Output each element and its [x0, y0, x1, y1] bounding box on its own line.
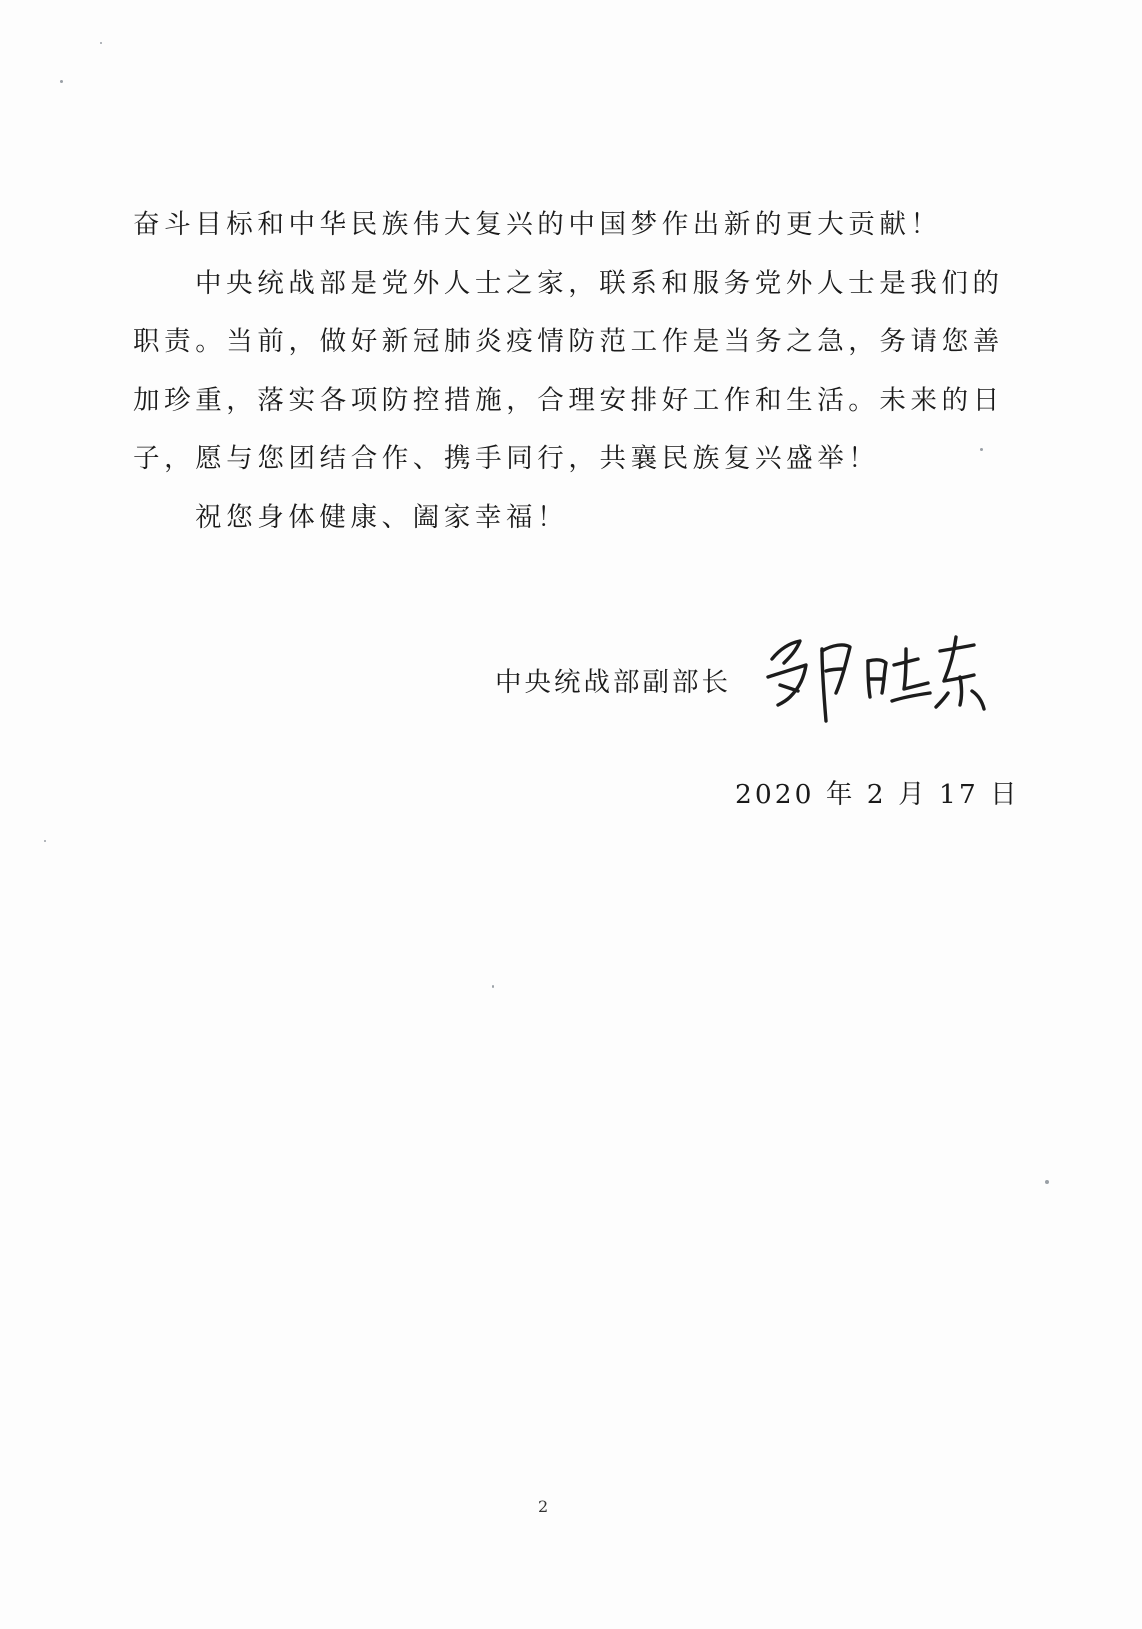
scan-speck — [980, 448, 983, 451]
body-line: 子，愿与您团结合作、携手同行，共襄民族复兴盛举！ — [133, 443, 880, 474]
signature-block — [495, 648, 1015, 738]
body-line: 加珍重，落实各项防控措施，合理安排好工作和生活。未来的日 — [133, 384, 1004, 416]
scan-speck — [44, 840, 46, 842]
page-number: 2 — [538, 1497, 549, 1516]
letter-date: 2020 年 2 月 17 日 — [735, 779, 1020, 810]
signer-title: 中央统战部副部长 — [495, 667, 731, 698]
scan-speck — [60, 80, 63, 83]
handwritten-signature — [760, 593, 1000, 733]
scan-speck — [492, 985, 494, 988]
body-line: 职责。当前，做好新冠肺炎疫情防范工作是当务之急，务请您善 — [133, 326, 1004, 357]
body-line: 祝您身体健康、阖家幸福！ — [195, 501, 569, 533]
body-line: 中央统战部是党外人士之家，联系和服务党外人士是我们的 — [195, 267, 1004, 299]
body-line: 奋斗目标和中华民族伟大复兴的中国梦作出新的更大贡献！ — [133, 209, 942, 240]
scan-speck — [100, 42, 102, 44]
letter-body — [133, 196, 1003, 547]
scan-speck — [1045, 1180, 1049, 1184]
